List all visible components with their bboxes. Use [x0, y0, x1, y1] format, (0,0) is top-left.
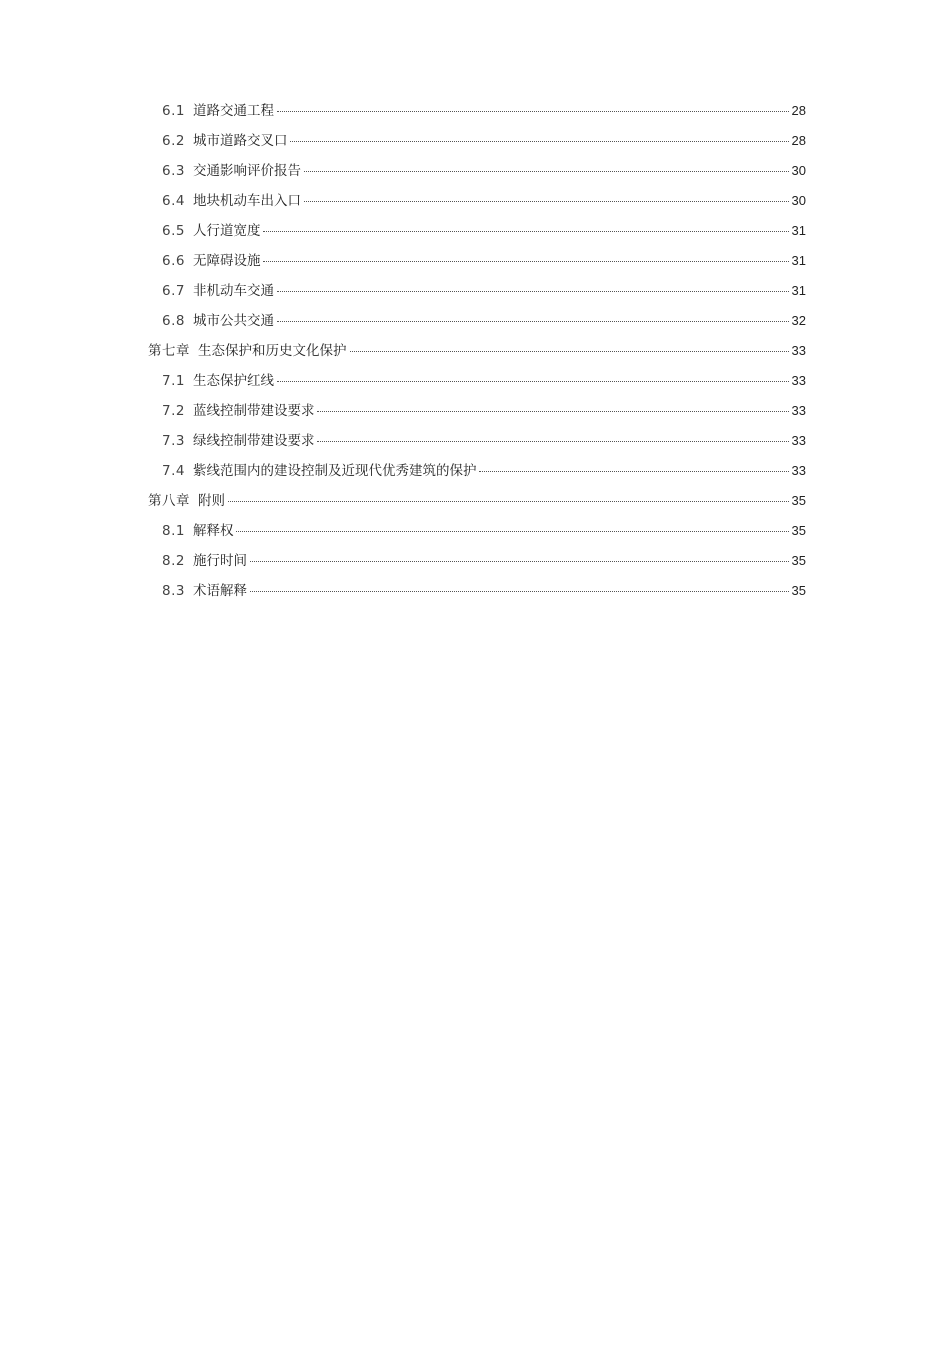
toc-entry-page: 30 — [791, 193, 806, 208]
toc-dot-leader — [277, 381, 789, 382]
toc-entry[interactable] — [148, 426, 806, 456]
toc-entry-number: 6.8 — [162, 313, 185, 329]
toc-chapter-title: 生态保护和历史文化保护 — [198, 343, 347, 359]
toc-dot-leader — [304, 201, 789, 202]
toc-entry-title: 解释权 — [192, 523, 234, 539]
toc-entry-page: 30 — [791, 163, 806, 178]
toc-entry-title: 绿线控制带建设要求 — [192, 433, 315, 449]
toc-entry[interactable] — [148, 516, 806, 546]
toc-entry[interactable] — [148, 216, 806, 246]
toc-entry[interactable] — [148, 366, 806, 396]
toc-entry-title: 交通影响评价报告 — [192, 163, 301, 179]
toc-entry-page: 35 — [791, 523, 806, 538]
toc-dot-leader — [277, 321, 789, 322]
toc-entry-number: 7.3 — [162, 433, 185, 449]
toc-entry-number: 6.7 — [162, 283, 185, 299]
toc-entry-number: 6.4 — [162, 193, 185, 209]
toc-entry-title: 非机动车交通 — [192, 283, 274, 299]
toc-entry-page: 28 — [791, 133, 806, 148]
toc-entry-page: 31 — [791, 223, 806, 238]
toc-chapter-number: 第七章 — [148, 343, 190, 359]
toc-entry-number: 7.2 — [162, 403, 185, 419]
toc-dot-leader — [479, 471, 788, 472]
toc-entry[interactable] — [148, 456, 806, 486]
toc-dot-leader — [263, 231, 788, 232]
toc-dot-leader — [304, 171, 789, 172]
toc-dot-leader — [350, 351, 789, 352]
toc-dot-leader — [250, 591, 789, 592]
toc-dot-leader — [277, 111, 789, 112]
toc-entry-number: 6.6 — [162, 253, 185, 269]
toc-entry[interactable] — [148, 576, 806, 606]
toc-entry-page: 28 — [791, 103, 806, 118]
toc-entry-title: 地块机动车出入口 — [192, 193, 301, 209]
toc-entry-page: 32 — [791, 313, 806, 328]
toc-entry-number: 6.1 — [162, 103, 185, 119]
toc-entry-page: 33 — [791, 343, 806, 358]
toc-dot-leader — [277, 291, 789, 292]
toc-entry[interactable] — [148, 396, 806, 426]
toc-dot-leader — [250, 561, 789, 562]
toc-dot-leader — [228, 501, 789, 502]
toc-dot-leader — [317, 411, 788, 412]
toc-entry[interactable] — [148, 96, 806, 126]
toc-entry-number: 6.3 — [162, 163, 185, 179]
toc-entry-page: 33 — [791, 373, 806, 388]
toc-entry-title: 道路交通工程 — [192, 103, 274, 119]
toc-entry-title: 城市道路交叉口 — [192, 133, 288, 149]
toc-entry[interactable] — [148, 186, 806, 216]
toc-chapter-title: 附则 — [198, 493, 225, 509]
toc-entry-page: 33 — [791, 403, 806, 418]
toc-entry-page: 31 — [791, 253, 806, 268]
toc-entry-number: 8.2 — [162, 553, 185, 569]
toc-entry-number: 6.2 — [162, 133, 185, 149]
toc-entry[interactable] — [148, 276, 806, 306]
toc-dot-leader — [317, 441, 788, 442]
toc-dot-leader — [236, 531, 788, 532]
toc-chapter-number: 第八章 — [148, 493, 190, 509]
toc-entry-number: 7.4 — [162, 463, 185, 479]
toc-dot-leader — [263, 261, 788, 262]
toc-entry-title: 施行时间 — [192, 553, 247, 569]
toc-entry-page: 35 — [791, 583, 806, 598]
toc-entry-page: 33 — [791, 463, 806, 478]
toc-entry-title: 人行道宽度 — [192, 223, 261, 239]
toc-dot-leader — [290, 141, 788, 142]
toc-entry-title: 紫线范围内的建设控制及近现代优秀建筑的保护 — [192, 463, 477, 479]
toc-entry[interactable] — [148, 306, 806, 336]
toc-chapter-entry[interactable] — [148, 486, 806, 516]
toc-entry-number: 6.5 — [162, 223, 185, 239]
toc-entry-number: 8.3 — [162, 583, 185, 599]
toc-entry[interactable] — [148, 246, 806, 276]
toc-entry-title: 蓝线控制带建设要求 — [192, 403, 315, 419]
toc-entry-title: 术语解释 — [192, 583, 247, 599]
toc-entry-number: 8.1 — [162, 523, 185, 539]
toc-entry-page: 35 — [791, 553, 806, 568]
toc-chapter-entry[interactable] — [148, 336, 806, 366]
toc-entry[interactable] — [148, 156, 806, 186]
toc-entry-number: 7.1 — [162, 373, 185, 389]
toc-entry-title: 生态保护红线 — [192, 373, 274, 389]
toc-entry-page: 35 — [791, 493, 806, 508]
toc-entry-page: 31 — [791, 283, 806, 298]
toc-entry-page: 33 — [791, 433, 806, 448]
toc-entry[interactable] — [148, 126, 806, 156]
toc-entry-title: 城市公共交通 — [192, 313, 274, 329]
toc-entry[interactable] — [148, 546, 806, 576]
toc-entry-title: 无障碍设施 — [192, 253, 261, 269]
table-of-contents — [148, 96, 806, 606]
